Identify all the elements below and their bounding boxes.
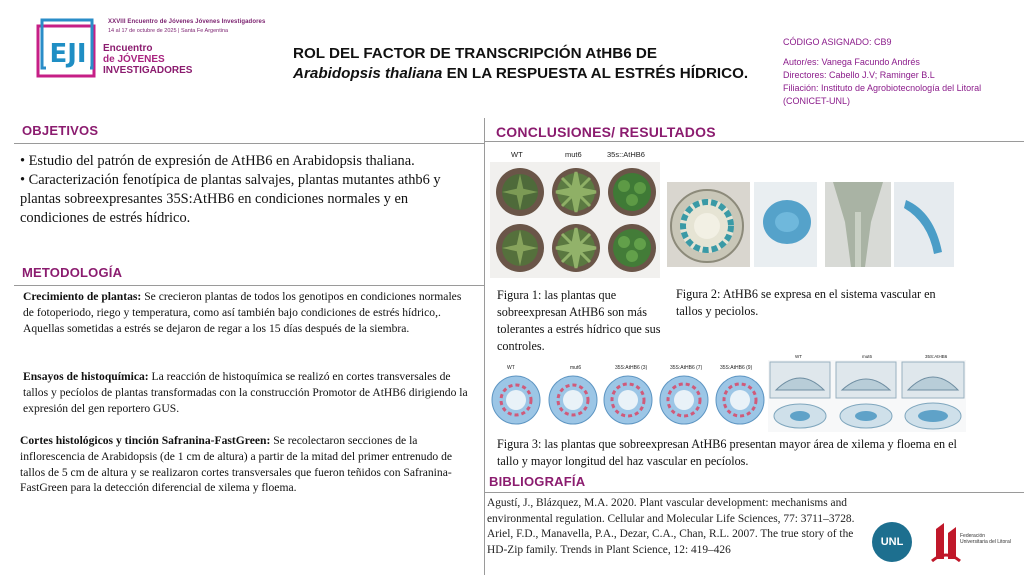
column-divider bbox=[484, 118, 485, 575]
objective-item: • Estudio del patrón de expresión de AtHB6 en Arabidopsis thaliana. bbox=[20, 153, 415, 169]
method-block-text: La reacción de histoquímica se realizó en cortes transversales de tallos y pecíolos de plantas transformadas con la construcción Promotor de AtHB6 dirigiendo la expresión del gen reportero GUS. bbox=[23, 370, 468, 415]
method-block-text: Se recolectaron secciones de la inflorescencia de Arabidopsis (de 1 cm de altura) a partir de la mitad del primer entrenudo de tallos de 5 cm de altura y se realizaron cortes transversales que fueron teñidos con Safranina-FastGreen para la detección diferencial de xilema y floema. bbox=[20, 434, 453, 495]
reference-item: Ariel, F.D., Manavella, P.A., Dezar, C.A., Chan, R.L. 2007. The true story of the HD-Zip family. Trends in Plant Science, 12: 419–426 bbox=[487, 528, 854, 556]
bibliography-list bbox=[487, 496, 859, 558]
fiu-name: Federación Universitaria del Litoral bbox=[960, 533, 1011, 545]
objectives-list bbox=[20, 152, 475, 228]
figure-2-stem-gus bbox=[754, 182, 817, 267]
figure-1-caption: Figura 1: las plantas que sobreexpresan AtHB6 son más tolerantes a estrés hídrico que sus controles. bbox=[497, 288, 661, 353]
objective-item: • Caracterización fenotípica de plantas salvajes, plantas mutantes athb6 y plantas sobreexpresantes 35S:AtHB6 en condiciones normales y en condiciones de estrés hídrico. bbox=[20, 172, 441, 226]
figure-2-caption: Figura 2: AtHB6 se expresa en el sistema vascular en tallos y peciolos. bbox=[676, 287, 936, 318]
reference-item: Agustí, J., Blázquez, M.A. 2020. Plant vascular development: mechanisms and environmental regulation. Cellular and Molecular Life Sciences, 77: 3711–3728. bbox=[487, 497, 855, 525]
method-block-title: Cortes histológicos y tinción Safranina-FastGreen: bbox=[20, 434, 271, 447]
figure-2-petiole-gus bbox=[894, 182, 954, 267]
figure-3-petiole-sections bbox=[768, 360, 966, 432]
fig1-label: WT bbox=[511, 150, 523, 159]
event-date: 14 al 17 de octubre de 2025 | Santa Fe Argentina bbox=[108, 28, 229, 34]
methodology-heading: METODOLOGÍA bbox=[22, 265, 123, 280]
title-species: Arabidopsis thaliana bbox=[293, 65, 443, 82]
fig3-stem-label: 35S:AtHB6 (9) bbox=[720, 365, 753, 371]
fig3-stem-label: 35S:AtHB6 (3) bbox=[615, 365, 648, 371]
fig3-petiole-label: mut6 bbox=[862, 354, 873, 359]
fig1-label: mut6 bbox=[565, 150, 582, 159]
figure-1-plants-photo bbox=[490, 162, 660, 278]
event-title: XXVIII Encuentro de Jóvenes Jóvenes Investigadores bbox=[108, 19, 266, 25]
figure-3-caption: Figura 3: las plantas que sobreexpresan AtHB6 presentan mayor área de xilema y floema en el tallo y mayor longitud del haz vascular en pecíolos. bbox=[497, 437, 957, 468]
method-block bbox=[23, 369, 475, 416]
method-block bbox=[23, 289, 475, 336]
brand-wordmark bbox=[103, 43, 192, 76]
authors: Autor/es: Vanega Facundo Andrés bbox=[783, 57, 920, 67]
fig1-label: 35s::AtHB6 bbox=[607, 150, 645, 159]
divider bbox=[14, 143, 484, 144]
brand-line: Encuentro bbox=[103, 43, 153, 54]
method-block bbox=[20, 433, 475, 496]
fig3-stem-label: 35S:AtHB6 (7) bbox=[670, 365, 703, 371]
poster-title bbox=[293, 44, 753, 84]
eji-logo bbox=[36, 18, 98, 80]
brand-line: INVESTIGADORES bbox=[103, 65, 193, 76]
fig3-petiole-label: WT bbox=[795, 354, 802, 359]
bibliography-heading: BIBLIOGRAFÍA bbox=[489, 474, 586, 489]
results-heading: CONCLUSIONES/ RESULTADOS bbox=[496, 124, 716, 140]
fig3-stem-label: mut6 bbox=[570, 365, 582, 371]
objectives-heading: OBJETIVOS bbox=[22, 123, 99, 138]
method-block-title: Crecimiento de plantas: bbox=[23, 290, 142, 303]
figure-3-stem-sections bbox=[488, 372, 768, 428]
title-part2: EN LA RESPUESTA AL ESTRÉS HÍDRICO. bbox=[442, 65, 749, 82]
directors: Directores: Cabello J.V; Raminger B.L bbox=[783, 70, 935, 80]
divider bbox=[484, 492, 1024, 493]
method-block-text: Se crecieron plantas de todos los genotipos en condiciones normales de fotoperiodo, riego y temperatura, como así también bajo condiciones de estrés hídrico,. Aquellas sometidas a estrés se dejaron de regar a los 15 días después de la siembra. bbox=[23, 290, 462, 335]
unl-logo: UNL bbox=[872, 522, 912, 562]
figure-2-petiole-section bbox=[825, 182, 891, 267]
figure-2-stem-section bbox=[667, 182, 750, 267]
fig3-stem-label: WT bbox=[507, 365, 515, 371]
title-part1: ROL DEL FACTOR DE TRANSCRIPCIÓN AtHB6 DE bbox=[293, 45, 657, 62]
divider bbox=[484, 141, 1024, 142]
logo-letters: EJI bbox=[49, 39, 87, 69]
author-info bbox=[783, 36, 1018, 108]
assigned-code: CÓDIGO ASIGNADO: CB9 bbox=[783, 37, 892, 47]
method-block-title: Ensayos de histoquímica: bbox=[23, 370, 149, 383]
brand-line: de JÓVENES bbox=[103, 54, 165, 65]
fig3-petiole-label: 35S:AtHB6 bbox=[925, 354, 948, 359]
affiliation: Filiación: Instituto de Agrobiotecnología del Litoral (CONICET-UNL) bbox=[783, 83, 982, 106]
divider bbox=[14, 285, 484, 286]
